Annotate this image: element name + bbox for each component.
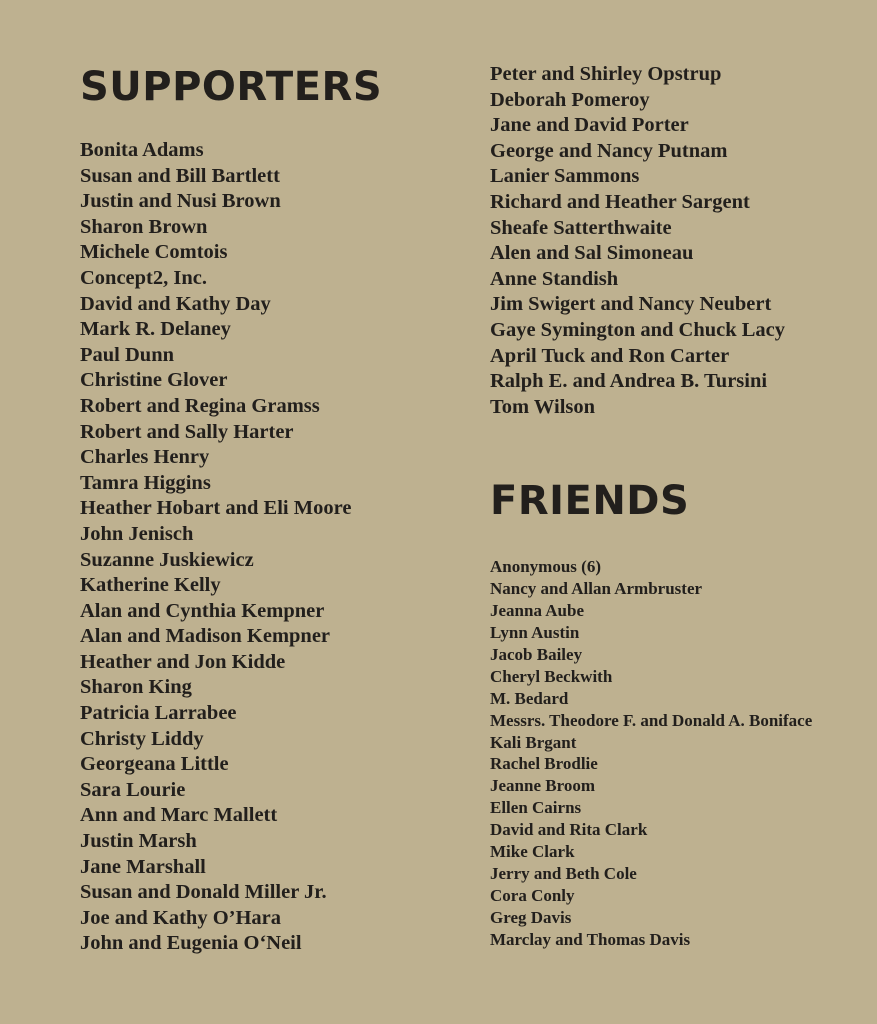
list-item: Messrs. Theodore F. and Donald A. Boniface bbox=[490, 710, 813, 730]
list-item: Cora Conly bbox=[490, 885, 575, 905]
list-item: Rachel Brodlie bbox=[490, 754, 598, 774]
friends-heading: FRIENDS bbox=[490, 478, 690, 525]
supporters-list-right bbox=[490, 62, 870, 420]
list-item: Alan and Cynthia Kempner bbox=[80, 599, 325, 622]
list-item: Joe and Kathy O’Hara bbox=[80, 906, 282, 929]
list-item: Robert and Sally Harter bbox=[80, 420, 294, 443]
list-item: Ralph E. and Andrea B. Tursini bbox=[490, 370, 768, 393]
list-item: Jerry and Beth Cole bbox=[490, 864, 637, 883]
list-item: Susan and Bill Bartlett bbox=[80, 164, 280, 187]
list-item: Jeanne Broom bbox=[490, 776, 595, 796]
list-item: Greg Davis bbox=[490, 907, 572, 927]
list-item: Jeanna Aube bbox=[490, 601, 584, 621]
list-item: Susan and Donald Miller Jr. bbox=[80, 881, 327, 904]
list-item: Nancy and Allan Armbruster bbox=[490, 579, 703, 599]
friends-section bbox=[490, 476, 870, 950]
list-item: Heather Hobart and Eli Moore bbox=[80, 497, 352, 520]
list-item: David and Rita Clark bbox=[490, 820, 648, 840]
left-column bbox=[80, 62, 460, 957]
list-item: Cheryl Beckwith bbox=[490, 666, 613, 686]
list-item: April Tuck and Ron Carter bbox=[490, 344, 730, 367]
list-item: M. Bedard bbox=[490, 688, 569, 708]
list-item: Jane and David Porter bbox=[490, 114, 689, 137]
list-item: Anonymous (6) bbox=[490, 557, 601, 577]
list-item: Sara Lourie bbox=[80, 778, 186, 801]
list-item: Justin and Nusi Brown bbox=[80, 190, 281, 213]
list-item: Peter and Shirley Opstrup bbox=[490, 63, 722, 85]
list-item: Concept2, Inc. bbox=[80, 266, 207, 289]
list-item: Michele Comtois bbox=[80, 241, 228, 264]
list-item: John and Eugenia O‘Neil bbox=[80, 932, 302, 955]
list-item: Charles Henry bbox=[80, 446, 210, 469]
supporters-list-left bbox=[80, 138, 460, 957]
list-item: Kali Brgant bbox=[490, 732, 577, 752]
list-item: Richard and Heather Sargent bbox=[490, 190, 750, 213]
list-item: Sharon King bbox=[80, 676, 192, 699]
list-item: John Jenisch bbox=[80, 522, 194, 545]
list-item: David and Kathy Day bbox=[80, 292, 271, 315]
list-item: Katherine Kelly bbox=[80, 574, 221, 597]
friends-list bbox=[490, 556, 870, 950]
list-item: Georgeana Little bbox=[80, 753, 229, 776]
list-item: Jacob Bailey bbox=[490, 644, 583, 664]
list-item: George and Nancy Putnam bbox=[490, 139, 728, 162]
list-item: Sharon Brown bbox=[80, 215, 208, 238]
list-item: Anne Standish bbox=[490, 267, 619, 290]
list-item: Justin Marsh bbox=[80, 830, 197, 853]
list-item: Sheafe Satterthwaite bbox=[490, 216, 672, 239]
list-item: Deborah Pomeroy bbox=[490, 88, 650, 111]
list-item: Christy Liddy bbox=[80, 727, 204, 750]
list-item: Gaye Symington and Chuck Lacy bbox=[490, 318, 786, 341]
list-item: Mark R. Delaney bbox=[80, 318, 231, 341]
list-item: Alan and Madison Kempner bbox=[80, 625, 331, 648]
list-item: Bonita Adams bbox=[80, 139, 204, 161]
list-item: Paul Dunn bbox=[80, 343, 175, 366]
list-item: Jim Swigert and Nancy Neubert bbox=[490, 293, 772, 316]
list-item: Jane Marshall bbox=[80, 855, 206, 878]
list-item: Mike Clark bbox=[490, 842, 575, 862]
list-item: Tamra Higgins bbox=[80, 471, 211, 494]
list-item: Marclay and Thomas Davis bbox=[490, 929, 691, 949]
list-item: Ann and Marc Mallett bbox=[80, 804, 278, 827]
list-item: Patricia Larrabee bbox=[80, 702, 237, 725]
list-item: Ellen Cairns bbox=[490, 798, 582, 818]
list-item: Lynn Austin bbox=[490, 623, 580, 643]
list-item: Christine Glover bbox=[80, 369, 228, 392]
list-item: Robert and Regina Gramss bbox=[80, 394, 320, 417]
list-item: Lanier Sammons bbox=[490, 165, 640, 188]
right-column bbox=[490, 62, 870, 951]
list-item: Alen and Sal Simoneau bbox=[490, 242, 694, 265]
supporters-heading: SUPPORTERS bbox=[80, 64, 383, 110]
list-item: Suzanne Juskiewicz bbox=[80, 548, 254, 571]
list-item: Heather and Jon Kidde bbox=[80, 650, 286, 673]
list-item: Tom Wilson bbox=[490, 395, 596, 418]
